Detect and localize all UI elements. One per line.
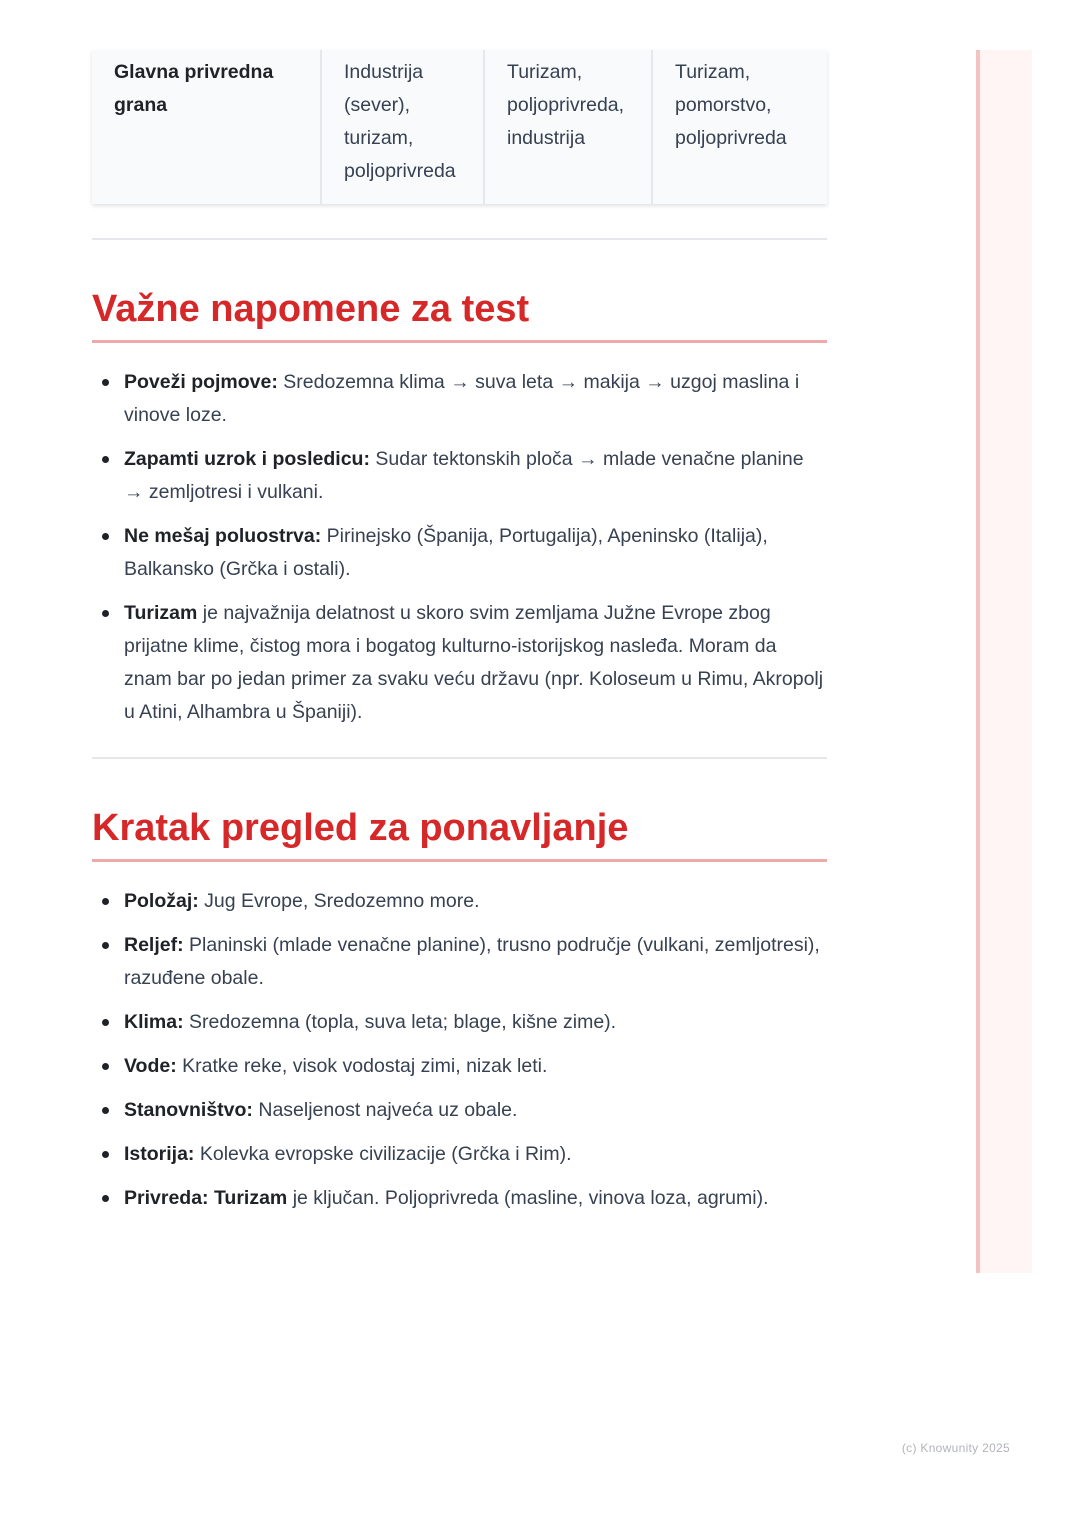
list-item (124, 1006, 827, 1039)
list-item-label: Stanovništvo: (124, 1099, 253, 1121)
list-item-text: Sredozemna klima → suva leta → makija → uzgoj maslina i vinove loze. (124, 371, 800, 426)
table-row-label: Glavna privredna grana (92, 50, 321, 204)
list-item-label: Klima: (124, 1011, 184, 1033)
list-item (124, 597, 827, 729)
table-cell: Turizam, poljoprivreda, industrija (484, 50, 652, 204)
list-item-label: Istorija: (124, 1143, 195, 1165)
list-item-text: Naseljenost najveća uz obale. (252, 1099, 518, 1121)
list-item-label: Turizam (124, 602, 198, 624)
list-item (124, 929, 827, 995)
review-list (92, 885, 827, 1226)
table-cell: Turizam, pomorstvo, poljoprivreda (675, 61, 787, 149)
list-item-label: Zapamti uzrok i posledicu: (124, 448, 370, 470)
side-accent-panel (976, 50, 1032, 1273)
list-item-label: Reljef: (124, 934, 184, 956)
section-heading-notes: Važne napomene za test (92, 284, 827, 343)
list-item-label: Ne mešaj poluostrva: (124, 525, 322, 547)
list-item-label: Poveži pojmove: (124, 371, 278, 393)
list-item-label: Položaj: (124, 890, 199, 912)
table-row (92, 50, 827, 204)
list-item-text: Pirinejsko (Španija, Portugalija), Apeninsko (Italija), Balkansko (Grčka i ostali). (124, 525, 768, 580)
copyright-footer: (c) Knowunity 2025 (901, 1441, 1010, 1455)
comparison-table (92, 50, 827, 204)
list-item-text: Sredozemna (topla, suva leta; blage, kišne zime). (183, 1011, 617, 1033)
list-item-text: je ključan. Poljoprivreda (masline, vinova loza, agrumi). (287, 1187, 769, 1209)
list-item (124, 885, 827, 918)
list-item (124, 1138, 827, 1171)
list-item (124, 1094, 827, 1127)
list-item (124, 1182, 827, 1215)
list-item-text: Jug Evrope, Sredozemno more. (198, 890, 480, 912)
list-item-label: Vode: (124, 1055, 177, 1077)
section-divider (92, 757, 827, 759)
list-item (124, 520, 827, 586)
list-item-text: Planinski (mlade venačne planine), trusno područje (vulkani, zemljotresi), razuđene obale. (124, 934, 820, 989)
table-cell: Industrija (sever), turizam, poljoprivreda (321, 50, 484, 204)
list-item (124, 443, 827, 509)
list-item (124, 1050, 827, 1083)
list-item-text: je najvažnija delatnost u skoro svim zemljama Južne Evrope zbog prijatne klime, čistog mora i bogatog kulturno-istorijskog nasleđa. Moram da znam bar po jedan primer za svaku veću državu (npr. Koloseum u Rimu, Akropolj u Atini, Alhambra u Španiji). (124, 602, 824, 723)
list-item (124, 366, 827, 432)
section-heading-review: Kratak pregled za ponavljanje (92, 803, 827, 862)
list-item-text: Kratke reke, visok vodostaj zimi, nizak leti. (176, 1055, 548, 1077)
notes-list (92, 366, 827, 740)
list-item-text: Sudar tektonskih ploča → mlade venačne planine → zemljotresi i vulkani. (124, 448, 804, 503)
section-divider (92, 238, 827, 240)
list-item-text: Kolevka evropske civilizacije (Grčka i Rim). (194, 1143, 572, 1165)
list-item-label: Privreda: Turizam (124, 1187, 288, 1209)
